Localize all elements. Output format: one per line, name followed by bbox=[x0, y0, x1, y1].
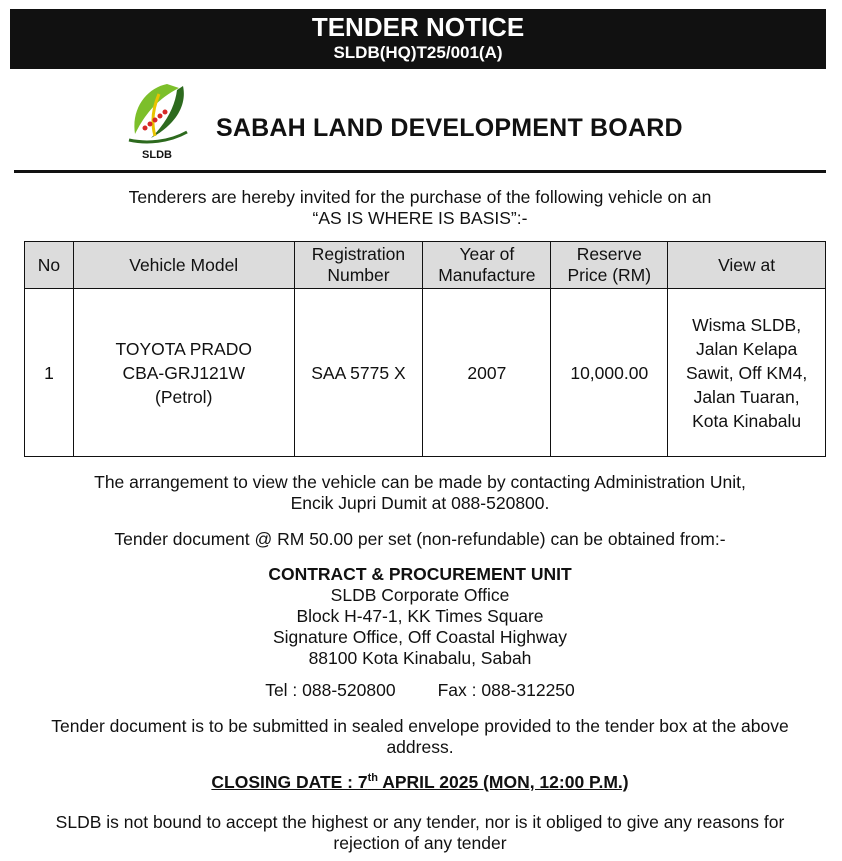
cell-price: 10,000.00 bbox=[551, 289, 668, 457]
col-header-price: Reserve Price (RM) bbox=[551, 242, 668, 289]
sldb-logo bbox=[117, 78, 197, 162]
address-block: CONTRACT & PROCUREMENT UNIT SLDB Corporate Office Block H-47-1, KK Times Square Signature Office, Off Coastal Highway 88100 Kota Kinabalu, Sabah bbox=[14, 564, 826, 669]
notice-reference: SLDB(HQ)T25/001(A) bbox=[333, 43, 503, 62]
intro-line: Tenderers are hereby invited for the purchase of the following vehicle on an bbox=[128, 187, 712, 207]
col-header-model: Vehicle Model bbox=[73, 242, 294, 289]
cell-model: TOYOTA PRADO CBA-GRJ121W (Petrol) bbox=[73, 289, 294, 457]
disclaimer-text: SLDB is not bound to accept the highest or any tender, nor is it obliged to give any reasons for rejection of any tender bbox=[55, 812, 785, 853]
submission-text: Tender document is to be submitted in sealed envelope provided to the tender box at the above address. bbox=[51, 716, 789, 757]
cell-no: 1 bbox=[25, 289, 74, 457]
closing-date: CLOSING DATE : 7th APRIL 2025 (MON, 12:00 P.M.) bbox=[211, 772, 629, 792]
cell-registration: SAA 5775 X bbox=[294, 289, 423, 457]
col-header-year: Year of Manufacture bbox=[423, 242, 551, 289]
contact-line bbox=[14, 680, 826, 701]
organization-name: SABAH LAND DEVELOPMENT BOARD bbox=[216, 114, 683, 142]
procurement-unit: CONTRACT & PROCUREMENT UNIT bbox=[268, 564, 572, 584]
col-header-no: No bbox=[25, 242, 74, 289]
document-fee-text: Tender document @ RM 50.00 per set (non-refundable) can be obtained from:- bbox=[114, 529, 726, 549]
table-header-row bbox=[25, 242, 826, 289]
notice-title: TENDER NOTICE bbox=[311, 12, 525, 42]
organization-header bbox=[14, 76, 826, 173]
col-header-view: View at bbox=[668, 242, 826, 289]
logo-text: SLDB bbox=[142, 149, 172, 161]
fax: Fax : 088-312250 bbox=[437, 680, 575, 700]
col-header-registration: Registration Number bbox=[294, 242, 423, 289]
intro-line: “AS IS WHERE IS BASIS”:- bbox=[312, 208, 528, 228]
telephone: Tel : 088-520800 bbox=[265, 680, 396, 700]
cell-view-location: Wisma SLDB, Jalan Kelapa Sawit, Off KM4, Jalan Tuaran, Kota Kinabalu bbox=[668, 289, 826, 457]
cell-year: 2007 bbox=[423, 289, 551, 457]
title-banner bbox=[10, 9, 826, 69]
intro-text bbox=[14, 187, 826, 229]
arrangement-text: The arrangement to view the vehicle can be made by contacting Administration Unit, Encik Jupri Dumit at 088-520800. bbox=[94, 472, 746, 513]
table-row bbox=[25, 289, 826, 457]
vehicle-table bbox=[24, 241, 826, 457]
